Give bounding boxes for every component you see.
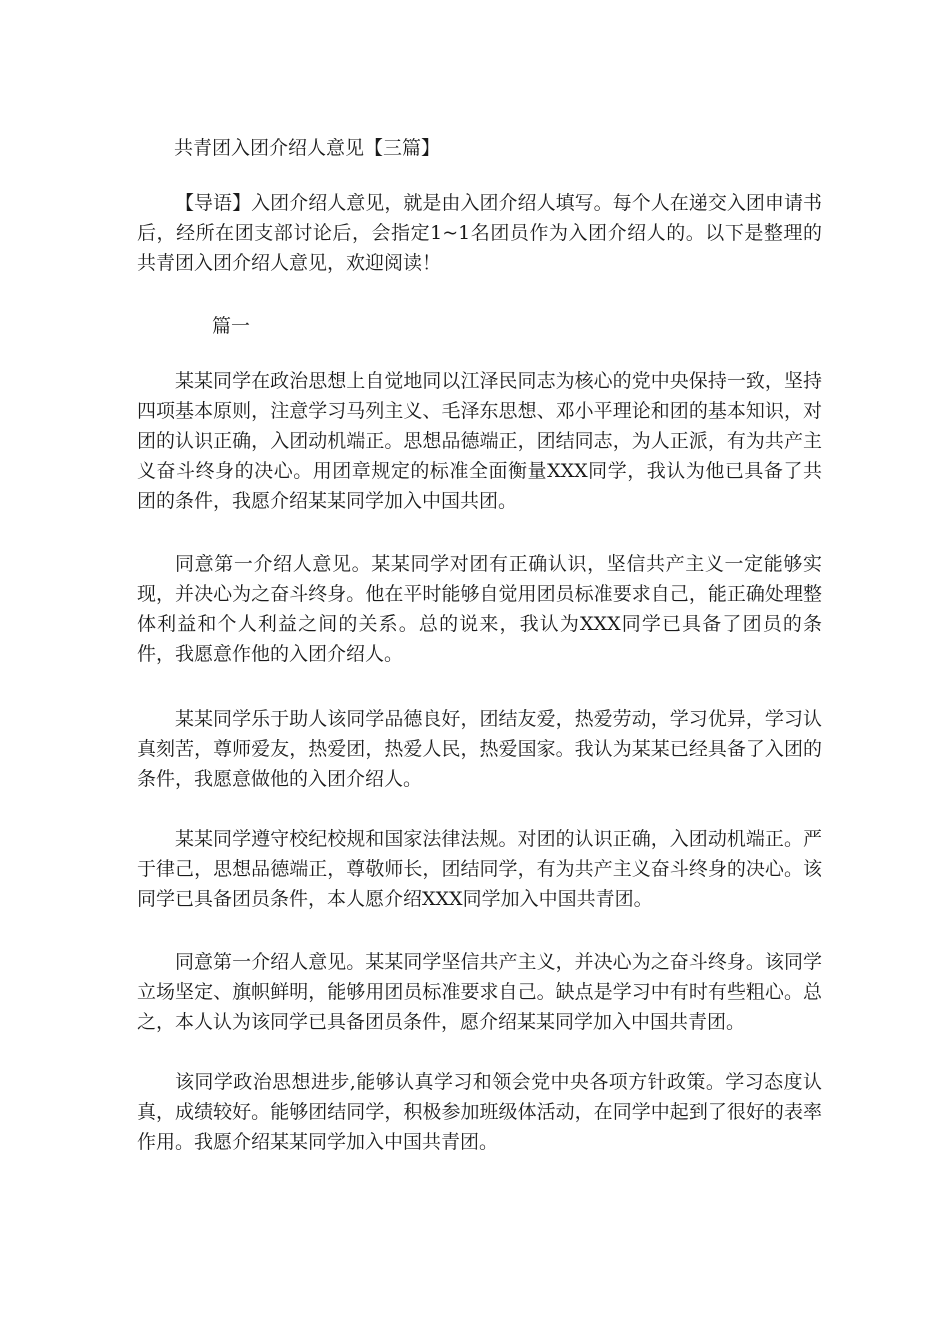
paragraph-3: 某某同学乐于助人该同学品德良好，团结友爱，热爱劳动，学习优异，学习认真刻苦，尊师爱友，热爱团，热爱人民，热爱国家。我认为某某已经具备了入团的条件，我愿意做他的入团介绍人。 bbox=[137, 708, 822, 790]
section-heading: 篇一 bbox=[212, 315, 251, 337]
paragraph-6: 该同学政治思想进步,能够认真学习和领会党中央各项方针政策。学习态度认真，成绩较好。能够团结同学，积极参加班级体活动，在同学中起到了很好的表率作用。我愿介绍某某同学加入中国共青团。 bbox=[137, 1071, 822, 1153]
paragraph-1: 某某同学在政治思想上自觉地同以江泽民同志为核心的党中央保持一致，坚持四项基本原则，注意学习马列主义、毛泽东思想、邓小平理论和团的基本知识，对团的认识正确，入团动机端正。思想品德端正，团结同志，为人正派，有为共产主义奋斗终身的决心。用团章规定的标准全面衡量XXX同学，我认为他已具备了共团的条件，我愿介绍某某同学加入中国共团。 bbox=[137, 370, 822, 512]
paragraph-5: 同意第一介绍人意见。某某同学坚信共产主义，并决心为之奋斗终身。该同学立场坚定、旗帜鲜明，能够用团员标准要求自己。缺点是学习中有时有些粗心。总之，本人认为该同学已具备团员条件，愿介绍某某同学加入中国共青团。 bbox=[137, 951, 822, 1033]
paragraph-2: 同意第一介绍人意见。某某同学对团有正确认识，坚信共产主义一定能够实现，并决心为之奋斗终身。他在平时能够自觉用团员标准要求自己，能正确处理整体利益和个人利益之间的关系。总的说来，我认为XXX同学已具备了团员的条件，我愿意作他的入团介绍人。 bbox=[137, 553, 822, 665]
document-title: 共青团入团介绍人意见【三篇】 bbox=[174, 137, 441, 159]
intro-paragraph: 【导语】入团介绍人意见，就是由入团介绍人填写。每个人在递交入团申请书后，经所在团支部讨论后，会指定1~1名团员作为入团介绍人的。以下是整理的共青团入团介绍人意见，欢迎阅读！ bbox=[137, 192, 822, 274]
paragraph-4: 某某同学遵守校纪校规和国家法律法规。对团的认识正确，入团动机端正。严于律己，思想品德端正，尊敬师长，团结同学，有为共产主义奋斗终身的决心。该同学已具备团员条件，本人愿介绍XXX同学加入中国共青团。 bbox=[137, 828, 822, 910]
